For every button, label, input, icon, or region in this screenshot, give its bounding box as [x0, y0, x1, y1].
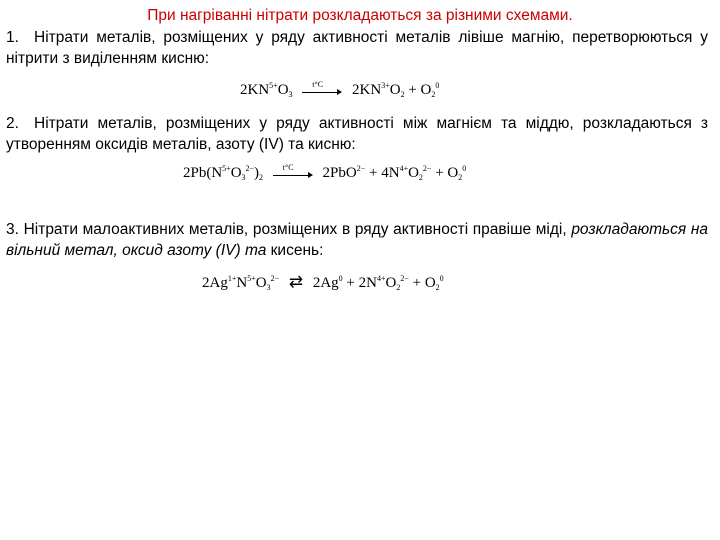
reaction-arrow	[273, 162, 313, 181]
reaction-condition: t°C	[282, 162, 294, 172]
equilibrium-arrow-icon: ⇄	[288, 272, 304, 291]
reaction-condition: t°C	[312, 79, 324, 89]
paragraph-text: Нітрати металів, розміщених у ряду активності металів лівіше магнію, перетворюються у нітрити з виділенням кисню:	[6, 29, 708, 67]
equation-3: $2Ag^{1+}N^{5+}O_3^{2-}$ ⇄ $2Ag^0 + 2N^{4+}O_2^{2-} + O_2^0$	[202, 272, 444, 292]
paragraph-text-end: кисень:	[266, 242, 324, 259]
paragraph-1	[6, 27, 708, 69]
paragraph-number: 2.	[6, 115, 19, 132]
paragraph-text: Нітрати металів, розміщених у ряду активності між магнієм та міддю, розкладаються з утворенням оксидів металів, азоту (IV) та кисню:	[6, 115, 708, 153]
paragraph-number: 1.	[6, 29, 19, 46]
equation-2: $2Pb(N^{5+}O_3^{2-})_2$ t°C $2PbO^{2-} + 4N^{4+}O_2^{2-} + O_2^0$	[183, 163, 466, 183]
paragraph-text-italic: розкладаються на вільний метал, оксид азоту (IV) та	[6, 221, 708, 259]
equation-1: $2KN^{5+}O_3$ t°C $2KN^{3+}O_2 + O_2^0$	[240, 80, 439, 100]
paragraph-3	[6, 219, 708, 261]
paragraph-number: 3.	[6, 221, 19, 238]
paragraph-text: Нітрати малоактивних металів, розміщених в ряду активності правіше міді,	[23, 221, 572, 238]
paragraph-2	[6, 113, 708, 155]
reaction-arrow	[302, 79, 342, 98]
page-title: При нагріванні нітрати розкладаються за різними схемами.	[147, 7, 573, 24]
